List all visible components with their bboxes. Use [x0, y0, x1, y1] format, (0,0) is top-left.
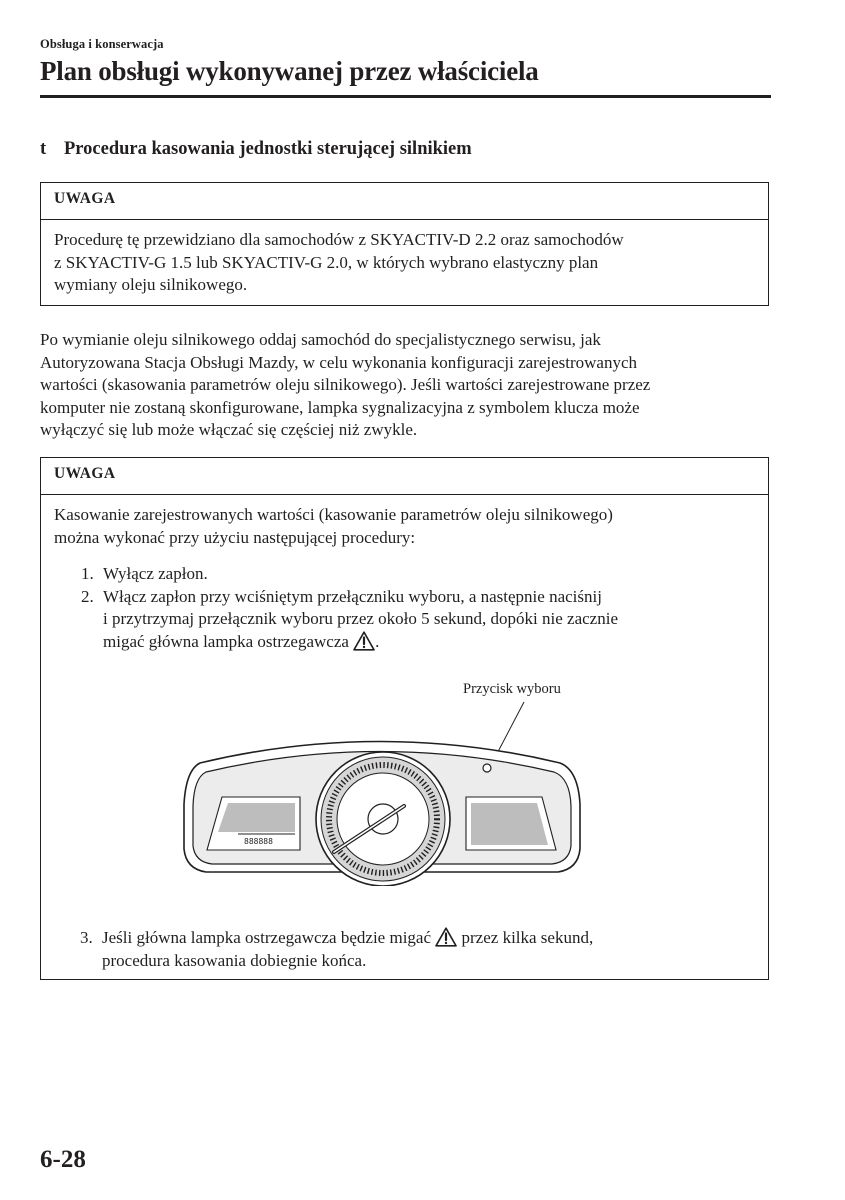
step-number: 1.: [81, 564, 94, 583]
step-text: Wyłącz zapłon.: [103, 564, 208, 583]
subsection-title: Procedura kasowania jednostki sterującej silnikiem: [64, 139, 472, 159]
procedure-step-3-item: [53, 927, 763, 972]
paragraph-line: komputer nie zostaną skonfigurowane, lampka sygnalizacyjna z symbolem klucza może: [40, 397, 640, 417]
procedure-step-1: [54, 563, 755, 586]
paragraph-line: Autoryzowana Stacja Obsługi Mazdy, w celu wykonania konfiguracji zarejestrowanych: [40, 352, 638, 372]
selector-button[interactable]: [483, 764, 491, 772]
title-rule: [40, 95, 771, 98]
notice-heading-2: UWAGA: [41, 458, 768, 495]
step-number: 2.: [81, 586, 94, 606]
step-text: Jeśli główna lampka ostrzegawcza będzie migać: [102, 928, 436, 947]
notice-line: Kasowanie zarejestrowanych wartości (kasowanie parametrów oleju silnikowego): [54, 505, 613, 524]
subsection-heading: [40, 139, 472, 160]
notice-body-1: [41, 220, 768, 307]
paragraph-line: wartości (skasowania parametrów oleju silnikowego). Jeśli wartości zarejestrowane przez: [40, 375, 651, 394]
procedure-steps: [54, 563, 755, 653]
procedure-step-2: [54, 586, 755, 654]
body-paragraph: [40, 329, 775, 442]
procedure-steps-cont: [53, 927, 763, 972]
cluster-illustration: [140, 674, 620, 886]
paragraph-line: Po wymianie oleju silnikowego oddaj samochód do specjalistycznego serwisu, jak: [40, 330, 601, 349]
step-number: 3.: [80, 928, 93, 947]
step-text: procedura kasowania dobiegnie końca.: [102, 950, 367, 970]
paragraph-line: wyłączyć się lub może włączać się częściej niż zwykle.: [40, 420, 418, 439]
notice-line: Procedurę tę przewidziano dla samochodów z SKYACTIV-D 2.2 oraz samochodów: [54, 230, 624, 249]
left-display-screen: [218, 803, 295, 832]
step-text: i przytrzymaj przełącznik wyboru przez około 5 sekund, dopóki nie zacznie: [103, 609, 618, 628]
notice-body-2: [41, 495, 768, 663]
step-text: migać główna lampka ostrzegawcza: [103, 631, 354, 651]
subsection-bullet: t: [40, 139, 47, 159]
notice-line: wymiany oleju silnikowego.: [54, 275, 248, 294]
chapter-title: Plan obsługi wykonywanej przez właściciela: [40, 56, 539, 86]
step-text: Włącz zapłon przy wciśniętym przełączniku wyboru, a następnie naciśnij: [103, 586, 602, 606]
notice-heading-1: UWAGA: [41, 183, 768, 220]
master-warning-triangle-icon: [435, 927, 457, 947]
procedure-step-3: [53, 927, 763, 972]
page-number: 6-28: [40, 1146, 86, 1173]
right-display-screen: [471, 803, 548, 845]
instrument-cluster-figure: [140, 674, 620, 886]
odometer-readout: 888888: [244, 837, 273, 846]
master-warning-triangle-icon: [353, 631, 375, 651]
notice-box-1: [40, 182, 769, 306]
notice-line: z SKYACTIV-G 1.5 lub SKYACTIV-G 2.0, w których wybrano elastyczny plan: [54, 252, 599, 272]
selector-button-callout: Przycisk wyboru: [463, 681, 561, 697]
section-label: Obsługa i konserwacja: [40, 37, 164, 51]
notice-line: można wykonać przy użyciu następującej procedury:: [54, 527, 416, 547]
step-suffix: .: [375, 631, 380, 651]
step-text: przez kilka sekund,: [457, 928, 594, 947]
